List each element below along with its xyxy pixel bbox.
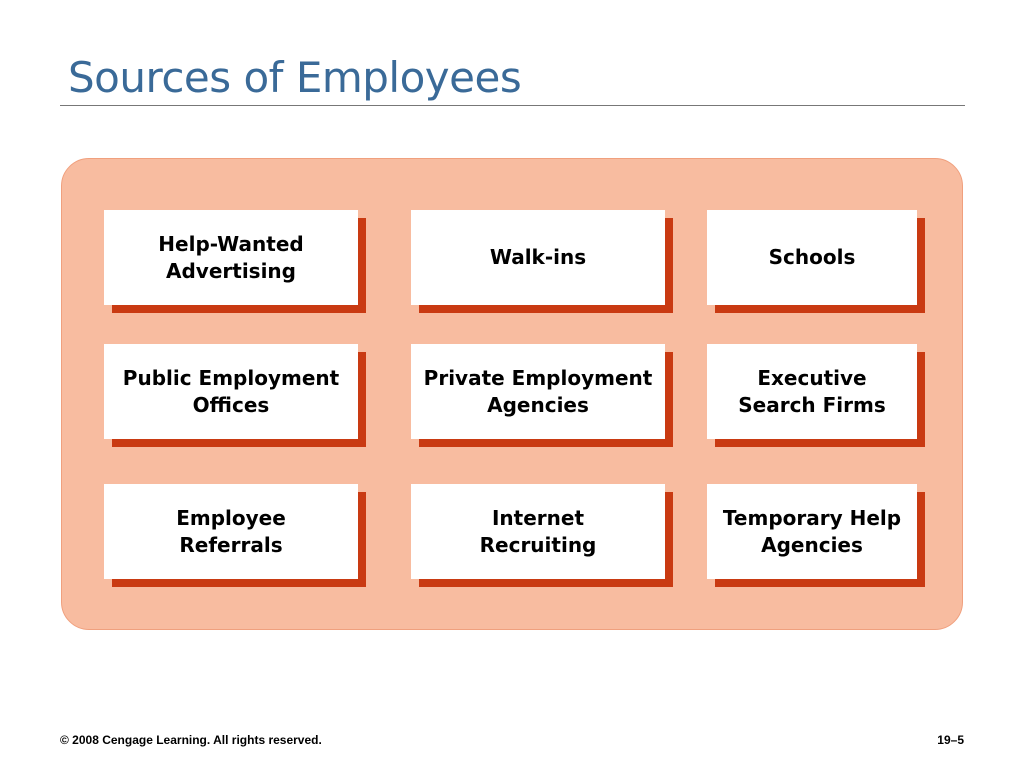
source-box-internet-recruiting <box>411 484 665 579</box>
source-box-private-employment-agencies <box>411 344 665 439</box>
source-label: Internet Recruiting <box>479 505 597 557</box>
source-box-walk-ins <box>411 210 665 305</box>
source-box-employee-referrals <box>104 484 358 579</box>
source-label: Help-Wanted Advertising <box>158 231 304 283</box>
source-label: Schools <box>768 245 856 269</box>
source-box-help-wanted-advertising <box>104 210 358 305</box>
page-number: 19–5 <box>937 733 964 747</box>
source-label: Walk-ins <box>489 245 587 269</box>
source-label: Private Employment Agencies <box>423 365 653 417</box>
source-label: Employee Referrals <box>176 505 286 557</box>
title-divider <box>60 105 965 106</box>
source-label: Executive Search Firms <box>738 365 886 417</box>
source-box-public-employment-offices <box>104 344 358 439</box>
slide-title: Sources of Employees <box>68 53 522 102</box>
source-label: Temporary Help Agencies <box>722 505 902 557</box>
copyright-notice: © 2008 Cengage Learning. All rights reserved. <box>60 733 322 747</box>
source-box-temporary-help-agencies <box>707 484 917 579</box>
source-box-executive-search-firms <box>707 344 917 439</box>
source-box-schools <box>707 210 917 305</box>
source-label: Public Employment Offices <box>122 365 340 417</box>
